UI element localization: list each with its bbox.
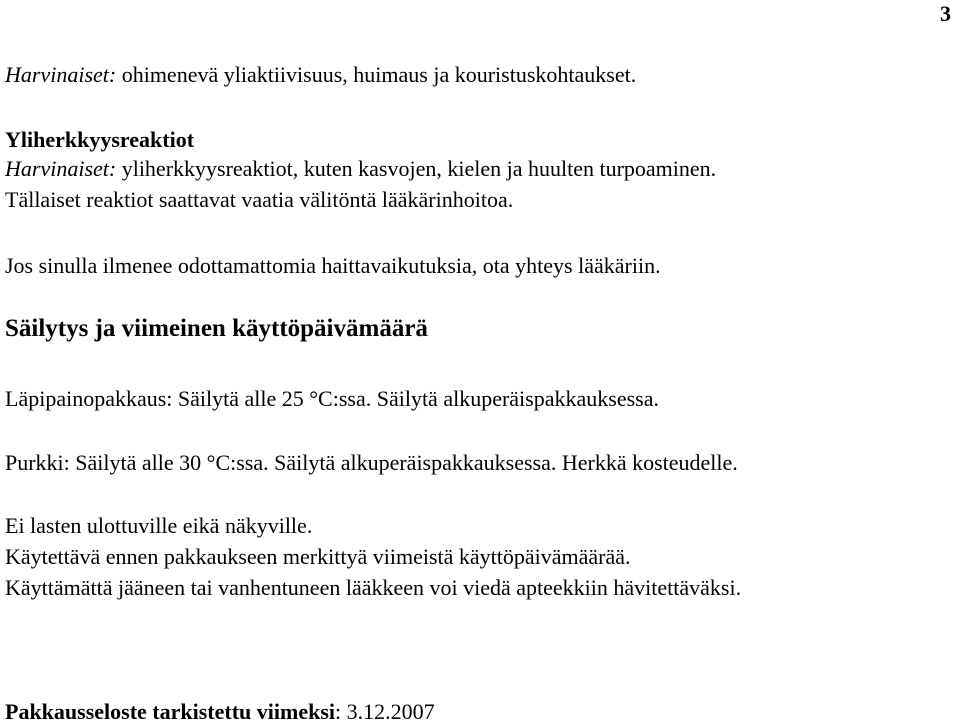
footer-label: Pakkausseloste tarkistettu viimeksi [5,699,335,724]
rare-text: yliherkkyysreaktiot, kuten kasvojen, kielen ja huulten turpoaminen. [116,156,717,181]
storage-blister: Läpipainopakkaus: Säilytä alle 25 °C:ssa. Säilytä alkuperäispakkauksessa. [5,386,659,411]
rare-label: Harvinaiset: [5,156,117,181]
hypersensitivity-rare-line [5,156,716,182]
hypersensitivity-heading: Yliherkkyysreaktiot [5,127,195,152]
storage-children: Ei lasten ulottuville eikä näkyville. [5,513,313,538]
page-number: 3 [940,1,951,26]
storage-jar: Purkki: Säilytä alle 30 °C:ssa. Säilytä alkuperäispakkauksessa. Herkkä kosteudelle. [5,450,738,475]
storage-expiry: Käytettävä ennen pakkaukseen merkittyä viimeistä käyttöpäivämäärää. [5,544,631,569]
contact-note: Jos sinulla ilmenee odottamattomia haittavaikutuksia, ota yhteys lääkäriin. [5,253,661,278]
side-effects-rare-line [5,62,636,88]
footer-revision [5,699,435,725]
storage-heading: Säilytys ja viimeinen käyttöpäivämäärä [5,315,428,342]
rare-text: ohimenevä yliaktiivisuus, huimaus ja kouristuskohtaukset. [116,62,637,87]
footer-date: : 3.12.2007 [335,699,435,724]
rare-label: Harvinaiset: [5,62,117,87]
storage-disposal: Käyttämättä jääneen tai vanhentuneen lääkkeen voi viedä apteekkiin hävitettäväksi. [5,575,742,600]
hypersensitivity-note: Tällaiset reaktiot saattavat vaatia välitöntä lääkärinhoitoa. [5,187,514,212]
